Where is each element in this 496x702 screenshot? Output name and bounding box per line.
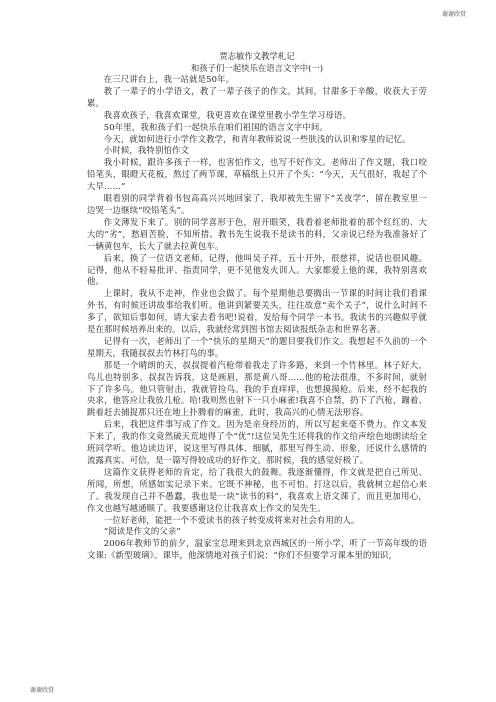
- paragraph: 今天，就如何进行小学作文教学，和青年教师说说一些肤浅的认识和零星的记忆。: [103, 133, 411, 144]
- document-title: 贾志敏作文教学札记: [219, 51, 295, 61]
- paragraph: 2006年教师节的前夕，温家宝总理来到北京西城区的一所小学，听了一节高年级的语文课:《新型玻璃》。课毕，他深情地对孩子们说：“你们不但要学习课本里的知识，: [87, 538, 427, 561]
- paragraph: 眼看别的同学背着书包高高兴兴地回家了，我却被先生留下“关夜学”，留在教室里一边哭一边继续“咬铅笔头”。: [87, 193, 427, 215]
- paragraph: 我喜欢孩子，我喜欢课堂，我更喜欢在课堂里教小学生学习母语。: [103, 109, 352, 120]
- section-heading: 小时候，我特别怕作文: [103, 145, 190, 156]
- document-subtitle: 和孩子们一起快乐在语言文字中(一): [190, 63, 324, 73]
- paragraph: 作文薄发下来了。别的同学喜形于色，眉开眼笑，我看着老师批着的那个红红的、大大的“劣”，愁眉苦脸，不知所措。教书先生说我不是读书的料，父亲说已经为我准备好了一辆黄包车，长大了就去拉黄包车。: [87, 216, 427, 251]
- footer-note: 谢谢欣赏: [30, 687, 55, 694]
- paragraph: 记得有一次，老师出了一个“快乐的星期天”的题目要我们作文。我想起不久前的一个星期天，我随叔叔去竹林打鸟的事。: [87, 335, 427, 358]
- paragraph: 后来，我把这件事写成了作文。因为是亲身经历的，所以写起来毫不费力。作文本发下来了，我的作文竟然破天荒地得了个“优”!这位吴先生还将我的作文给声绘色地朗读给全班同学听。他边读边评，说这里写得具体、细腻，那里写得生动、形象，还说什么感情的流露真实、可信，是一篇写得较成功的好作文。那时候，我的感觉好极了。: [87, 419, 427, 465]
- paragraph: 在三尺讲台上，我一站就是50年。: [103, 74, 235, 84]
- paragraph: 我小时候，跟许多孩子一样，也害怕作文，也写不好作文。老师出了作文题，我口咬铅笔头，眼瞪天花板，熬过了两节课，草稿纸上只开了个头：“今天，天气很好，我起了个大早……”: [87, 157, 427, 192]
- paragraph: 后来，换了一位语文老师，记得，他叫吴子祥，五十开外，很慈祥，说话也很风趣。记得，他从不轻易批评、指责同学，更不见他发火训人。大家都爱上他的课，我特别喜欢他。: [87, 252, 427, 287]
- paragraph: 50年里，我和孩子们一起快乐在咱们祖国的语言文字中间。: [103, 121, 328, 132]
- section-heading: “阅读是作文的父亲”: [103, 526, 181, 537]
- document-body: [87, 50, 427, 562]
- header-note: 谢谢欣赏: [441, 11, 466, 18]
- paragraph: 上课时，我从不走神，作业也会做了。每个星期他总要腾出一节课的时间让我们看课外书，有时候还讲故事给我们听。他讲到紧要关头，往往故意“卖个关子”，说什么时间不多了，欲知后事如何，请大家去看书吧!说着，发给每个同学一本书。我读书的兴趣似乎就是在那时候培养出来的。以后，我就经常到图书馆去阅读报纸杂志和世界名著。: [87, 288, 427, 335]
- paragraph: 那是一个晴朗的天，叔叔提着汽枪带着我走了许多路，来到一个竹林里。林子好大，鸟儿也特别多。叔叔告诉我，这是画眉，那是黄八哥……他的枪法很准，不多时间，就射下了许多鸟。他只管射击，我就管捡鸟。我的手直痒痒，也想摸摸枪。后来，经不起我的央求，他答应让我放几枪。哈!我则然也射下一只小麻雀!我喜不自禁，扔下了汽枪，蹦着、跳着赶去捕捉那只还在地上扑腾着的麻雀，此时，我高兴的心情无法形容。: [87, 359, 427, 418]
- paragraph: 教了一辈子的小学语文，教了一辈子孩子的作文。其间，甘甜多于辛酸，收获大于劳累。: [87, 85, 427, 108]
- paragraph: 这篇作文获得老师的肯定，给了我很大的鼓舞。我逐渐懂得，作文就是把自己所见、所闻，所想，所感如实记录下来。它既不神秘，也不可怕。打这以后，我就树立起信心来了。我发现自己并不愚蠢，我也是一块“读书的料”，我喜欢上语文课了，而且更加用心，作文也越写越通顺了。我要感谢这位让我喜欢上作文的吴先生。: [87, 466, 427, 513]
- paragraph: 一位好老师，能把一个不爱读书的孩子转变成将来对社会有用的人。: [103, 514, 360, 525]
